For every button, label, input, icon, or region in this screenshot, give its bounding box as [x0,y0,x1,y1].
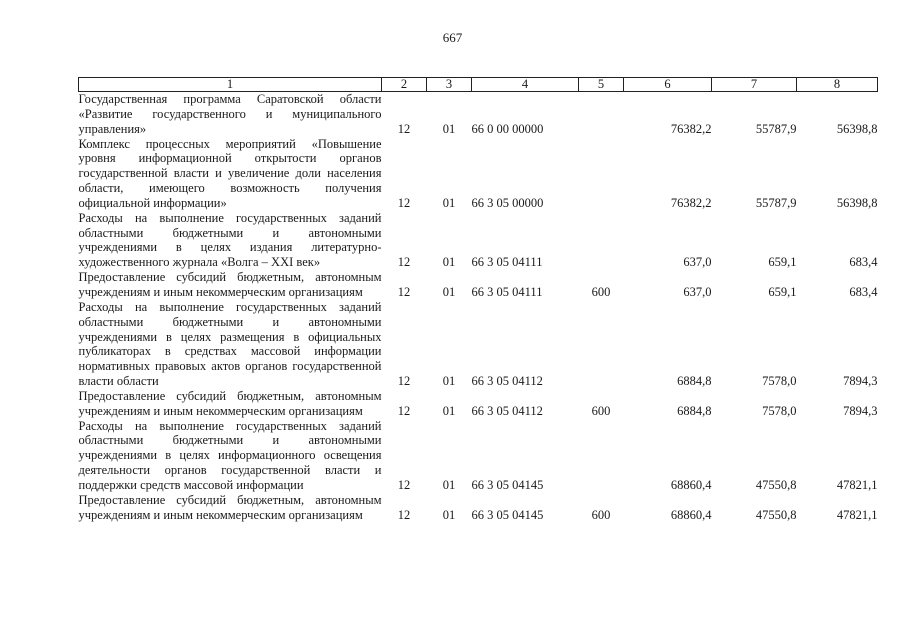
amount-col-8: 7894,3 [843,374,878,389]
column-header: 3 [427,78,472,92]
amount-col-6: 6884,8 [677,403,712,418]
subsection-code: 01 [442,507,456,522]
expense-type-code: 600 [591,403,611,418]
column-header: 6 [624,78,712,92]
amount-col-6: 68860,4 [670,477,712,492]
amount-col-7: 47550,8 [755,477,797,492]
row-name: Государственная программа Саратовской области «Развитие государственного и муниципального управления» [78,92,382,136]
amount-col-7: 659,1 [768,284,797,299]
table-row [79,92,878,137]
amount-col-8: 47821,1 [836,477,878,492]
amount-col-7: 47550,8 [755,507,797,522]
amount-col-8: 47821,1 [836,507,878,522]
table-row [79,419,878,493]
amount-col-7: 7578,0 [762,374,797,389]
column-header: 7 [712,78,797,92]
amount-col-8: 56398,8 [836,195,878,210]
table-row [79,211,878,270]
section-code: 12 [397,255,411,270]
amount-col-8: 7894,3 [843,403,878,418]
header-row [79,78,878,92]
row-name: Предоставление субсидий бюджетным, автономным учреждениям и иным некоммерческим организациям [78,270,382,299]
row-name: Комплекс процессных мероприятий «Повышение уровня информационной открытости органов государственной власти и увеличение доли населения области, имеющего возможность получения официальной информации» [78,136,382,210]
section-code: 12 [397,195,411,210]
amount-col-7: 55787,9 [755,121,797,136]
table-row [79,389,878,419]
amount-col-6: 6884,8 [677,374,712,389]
column-header: 4 [472,78,579,92]
target-article-code: 66 3 05 04111 [471,255,543,270]
amount-col-6: 76382,2 [670,121,712,136]
subsection-code: 01 [442,195,456,210]
amount-col-8: 56398,8 [836,121,878,136]
amount-col-8: 683,4 [849,255,878,270]
column-header: 1 [79,78,382,92]
amount-col-7: 55787,9 [755,195,797,210]
section-code: 12 [397,477,411,492]
row-name: Предоставление субсидий бюджетным, автономным учреждениям и иным некоммерческим организациям [78,388,382,418]
target-article-code: 66 3 05 04145 [471,477,544,492]
section-code: 12 [397,403,411,418]
column-header: 2 [382,78,427,92]
amount-col-6: 68860,4 [670,507,712,522]
expense-type-code [579,419,624,493]
budget-table [78,77,878,522]
table-row [79,270,878,300]
row-name: Расходы на выполнение государственных заданий областными бюджетными и автономными учреждениями в целях информационного освещения деятельности органов государственной власти и поддержки средств массовой информации [78,418,382,492]
row-name: Предоставление субсидий бюджетным, автономным учреждениям и иным некоммерческим организациям [78,492,382,522]
target-article-code: 66 3 05 00000 [471,195,544,210]
amount-col-8: 683,4 [849,284,878,299]
row-name: Расходы на выполнение государственных заданий областными бюджетными и автономными учреждениями в целях размещения в официальных публикаторах в средствах массовой информации нормативных правовых актов органов государственной власти области [78,299,382,389]
expense-type-code [579,211,624,270]
subsection-code: 01 [442,403,456,418]
page-number: 667 [442,30,463,45]
section-code: 12 [397,121,411,136]
section-code: 12 [397,284,411,299]
amount-col-6: 637,0 [683,284,712,299]
column-header: 8 [797,78,878,92]
target-article-code: 66 3 05 04112 [471,374,543,389]
column-header: 5 [579,78,624,92]
section-code: 12 [397,374,411,389]
section-code: 12 [397,507,411,522]
expense-type-code [579,137,624,211]
subsection-code: 01 [442,255,456,270]
amount-col-7: 7578,0 [762,403,797,418]
amount-col-6: 76382,2 [670,195,712,210]
expense-type-code: 600 [591,507,611,522]
amount-col-7: 659,1 [768,255,797,270]
table-row [79,137,878,211]
subsection-code: 01 [442,477,456,492]
expense-type-code [579,92,624,137]
expense-type-code [579,300,624,389]
target-article-code: 66 3 05 04111 [471,284,543,299]
subsection-code: 01 [442,121,456,136]
subsection-code: 01 [442,284,456,299]
subsection-code: 01 [442,374,456,389]
amount-col-6: 637,0 [683,255,712,270]
target-article-code: 66 0 00 00000 [471,121,544,136]
table-row [79,300,878,389]
target-article-code: 66 3 05 04145 [471,507,544,522]
target-article-code: 66 3 05 04112 [471,403,543,418]
table-row [79,493,878,523]
expense-type-code: 600 [591,284,611,299]
row-name: Расходы на выполнение государственных заданий областными бюджетными и автономными учреждениями в целях издания литературно-художественного журнала «Волга – XXI век» [78,210,382,270]
